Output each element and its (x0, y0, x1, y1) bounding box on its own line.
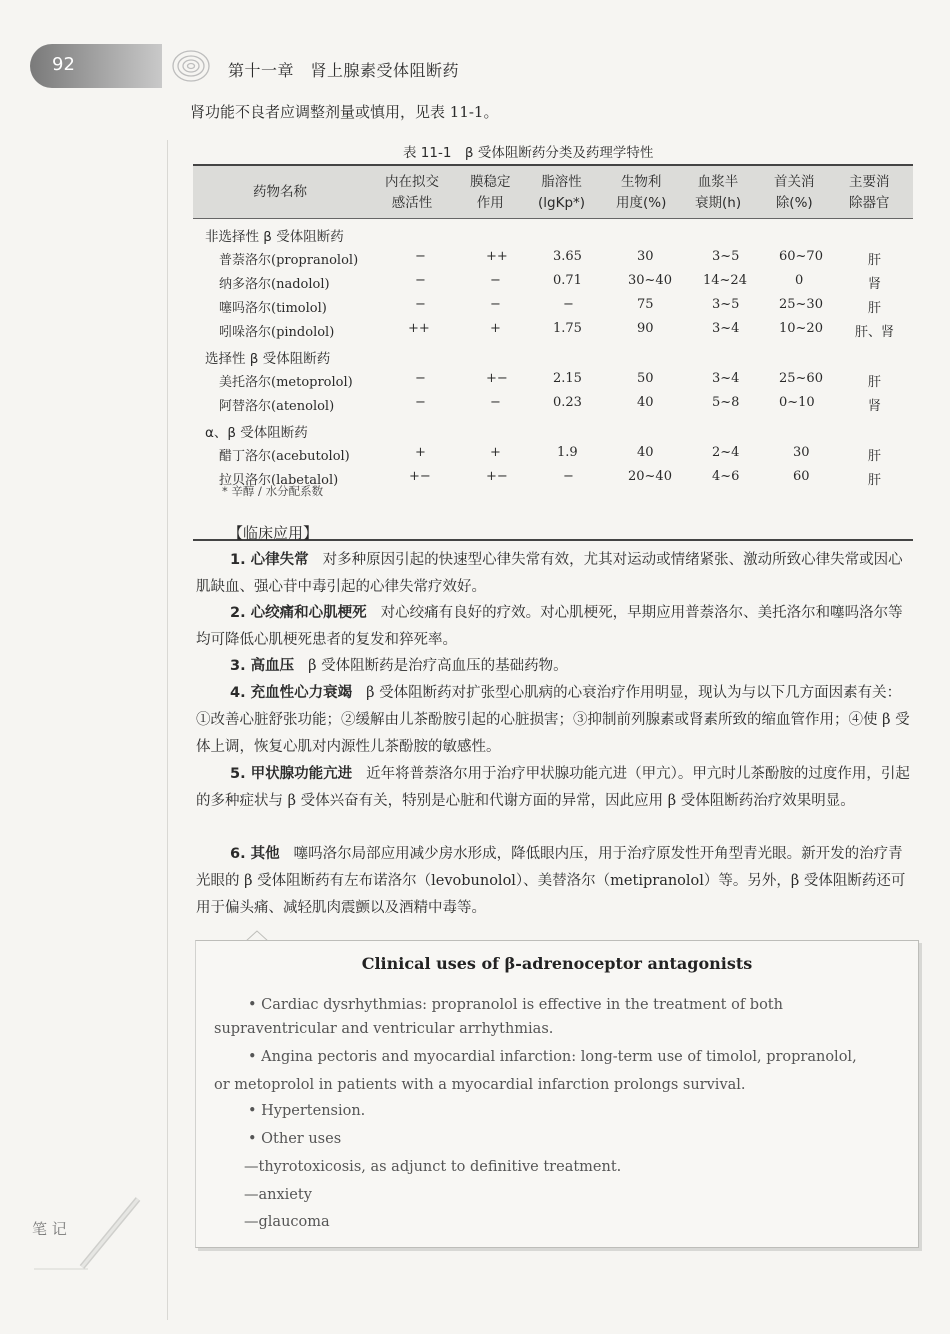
summary-line: or metoprolol in patients with a myocardial infarction prolongs survival. (214, 1077, 746, 1093)
summary-line: —anxiety (244, 1187, 312, 1203)
cell-isa: − (415, 371, 426, 386)
cell-membrane: − (490, 297, 501, 312)
header-isa: 内在拟交 感活性 (385, 174, 439, 211)
table-row (193, 371, 913, 395)
cell-lipid: − (563, 469, 574, 484)
cell-half-life: 2~4 (712, 445, 740, 460)
summary-line: • Angina pectoris and myocardial infarction: long-term use of timolol, propranolol, (248, 1049, 857, 1065)
cell-half-life: 3~5 (712, 297, 740, 312)
cell-elimination: 肝 (868, 473, 882, 488)
cell-drug: 美托洛尔(metoprolol) (219, 375, 353, 390)
paragraph-text: 对多种原因引起的快速型心律失常有效，尤其对运动或情绪紧张、激动所致心律失常或因心肌缺血、强心苷中毒引起的心律失常疗效好。 (196, 551, 903, 595)
page-number: 92 (52, 54, 75, 75)
cell-isa: +− (409, 469, 431, 484)
table-header (193, 164, 913, 219)
cell-half-life: 3~5 (712, 249, 740, 264)
cell-membrane: +− (486, 469, 508, 484)
cell-lipid: − (563, 297, 574, 312)
cell-elimination: 肝 (868, 449, 882, 464)
cell-first-pass: 60 (793, 469, 810, 484)
cell-drug: 吲哚洛尔(pindolol) (219, 325, 335, 340)
cell-first-pass: 0~10 (779, 395, 815, 410)
cell-lipid: 1.75 (553, 321, 582, 336)
cell-membrane: + (490, 445, 501, 460)
cell-membrane: − (490, 273, 501, 288)
group-label: α、β 受体阻断药 (205, 425, 308, 441)
cell-bioavailability: 30~40 (628, 273, 672, 288)
cell-half-life: 4~6 (712, 469, 740, 484)
cell-lipid: 1.9 (557, 445, 578, 460)
cell-drug: 拉贝洛尔(labetalol) (219, 473, 339, 488)
cell-membrane: − (490, 395, 501, 410)
cell-bioavailability: 40 (637, 395, 654, 410)
summary-line: —thyrotoxicosis, as adjunct to definitive treatment. (244, 1159, 622, 1175)
paragraph-title: 5. 甲状腺功能亢进 (230, 765, 353, 782)
header-elimination: 主要消 除器官 (849, 174, 890, 211)
cell-drug: 醋丁洛尔(acebutolol) (219, 449, 350, 464)
cell-bioavailability: 40 (637, 445, 654, 460)
clinical-paragraph (196, 761, 912, 815)
paragraph-text: 近年将普萘洛尔用于治疗甲状腺功能亢进（甲亢）。甲亢时儿茶酚胺的过度作用，引起的多种症状与 β 受体兴奋有关，特别是心脏和代谢方面的异常，因此应用 β 受体阻断药治疗效果明显。 (196, 765, 910, 809)
cell-half-life: 14~24 (703, 273, 747, 288)
cell-drug: 噻吗洛尔(timolol) (219, 301, 327, 316)
cell-elimination: 肾 (868, 399, 882, 414)
notes-label: 笔 记 (32, 1220, 67, 1238)
clinical-paragraph (196, 680, 912, 761)
table-row (193, 273, 913, 297)
summary-line: • Hypertension. (248, 1103, 366, 1119)
group-label: 选择性 β 受体阻断药 (205, 351, 331, 367)
cell-bioavailability: 75 (637, 297, 654, 312)
paragraph-title: 6. 其他 (230, 845, 280, 862)
cell-first-pass: 0 (795, 273, 804, 288)
table-footnote: * 辛醇 / 水分配系数 (222, 484, 324, 498)
cell-half-life: 3~4 (712, 321, 740, 336)
cell-drug: 普萘洛尔(propranolol) (219, 253, 359, 268)
cell-elimination: 肝 (868, 253, 882, 268)
paragraph-text: β 受体阻断药是治疗高血压的基础药物。 (308, 657, 568, 674)
table-row (193, 395, 913, 419)
cell-isa: − (415, 249, 426, 264)
paragraph-text: β 受体阻断药对扩张型心肌病的心衰治疗作用明显，现认为与以下几方面因素有关：①改善心脏舒张功能；②缓解由儿茶酚胺引起的心脏损害；③抑制前列腺素或肾素所致的缩血管作用；④使 β 受体上调，恢复心肌对内源性儿茶酚胺的敏感性。 (196, 684, 910, 755)
cell-first-pass: 60~70 (779, 249, 823, 264)
cell-membrane: + (490, 321, 501, 336)
table-row (193, 297, 913, 321)
cell-membrane: +− (486, 371, 508, 386)
paragraph-text: 噻吗洛尔局部应用减少房水形成，降低眼内压，用于治疗原发性开角型青光眼。新开发的治疗青光眼的 β 受体阻断药有左布诺洛尔（levobunolol）、美替洛尔（metipranolol）等。另外，β 受体阻断药还可用于偏头痛、减轻肌肉震颤以及酒精中毒等。 (196, 845, 906, 916)
summary-line: —glaucoma (244, 1214, 330, 1230)
cell-first-pass: 10~20 (779, 321, 823, 336)
clinical-paragraph (196, 653, 912, 680)
clinical-paragraph (196, 841, 912, 922)
summary-box (195, 940, 919, 1248)
section-heading: 【临床应用】 (228, 524, 319, 542)
header-drug-name: 药物名称 (253, 184, 307, 200)
paragraph-text: 对心绞痛有良好的疗效。对心肌梗死，早期应用普萘洛尔、美托洛尔和噻吗洛尔等均可降低心肌梗死患者的复发和猝死率。 (196, 604, 903, 648)
cell-bioavailability: 20~40 (628, 469, 672, 484)
cell-half-life: 3~4 (712, 371, 740, 386)
cell-elimination: 肝、肾 (855, 325, 895, 340)
cell-first-pass: 25~60 (779, 371, 823, 386)
cell-lipid: 0.71 (553, 273, 582, 288)
cell-elimination: 肾 (868, 277, 882, 292)
table-row (193, 321, 913, 345)
group-label: 非选择性 β 受体阻断药 (205, 229, 344, 245)
cell-isa: + (415, 445, 426, 460)
cell-elimination: 肝 (868, 375, 882, 390)
cell-lipid: 3.65 (553, 249, 582, 264)
paragraph-title: 3. 高血压 (230, 657, 295, 674)
intro-text: 肾功能不良者应调整剂量或慎用，见表 11-1。 (190, 103, 499, 121)
swirl-ornament-icon (168, 44, 214, 88)
paragraph-title: 2. 心绞痛和心肌梗死 (230, 604, 367, 621)
cell-bioavailability: 30 (637, 249, 654, 264)
cell-drug: 纳多洛尔(nadolol) (219, 277, 330, 292)
clinical-paragraph (196, 600, 912, 654)
header-half-life: 血浆半 衰期(h) (695, 174, 742, 211)
summary-line: supraventricular and ventricular arrhythmias. (214, 1021, 554, 1037)
page-number-badge (30, 44, 162, 88)
header-bioavailability: 生物利 用度(%) (616, 174, 667, 211)
cell-isa: ++ (408, 321, 430, 336)
summary-line: • Other uses (248, 1131, 342, 1147)
header-membrane: 膜稳定 作用 (470, 174, 511, 211)
cell-first-pass: 30 (793, 445, 810, 460)
summary-line: • Cardiac dysrhythmias: propranolol is effective in the treatment of both (248, 997, 783, 1013)
header-first-pass: 首关消 除(%) (774, 174, 815, 211)
summary-title: Clinical uses of β-adrenoceptor antagonists (361, 954, 753, 973)
cell-isa: − (415, 297, 426, 312)
gutter-line (167, 140, 168, 1320)
table-row (193, 445, 913, 469)
cell-elimination: 肝 (868, 301, 882, 316)
cell-lipid: 0.23 (553, 395, 582, 410)
cell-bioavailability: 50 (637, 371, 654, 386)
cell-drug: 阿替洛尔(atenolol) (219, 399, 335, 414)
paragraph-title: 4. 充血性心力衰竭 (230, 684, 353, 701)
cell-half-life: 5~8 (712, 395, 740, 410)
table-row (193, 249, 913, 273)
cell-lipid: 2.15 (553, 371, 582, 386)
cell-bioavailability: 90 (637, 321, 654, 336)
cell-first-pass: 25~30 (779, 297, 823, 312)
paragraph-title: 1. 心律失常 (230, 551, 309, 568)
cell-isa: − (415, 273, 426, 288)
table-caption: 表 11-1 β 受体阻断药分类及药理学特性 (403, 145, 654, 161)
cell-isa: − (415, 395, 426, 410)
clinical-paragraph (196, 547, 912, 601)
cell-membrane: ++ (486, 249, 508, 264)
chapter-title: 第十一章 肾上腺素受体阻断药 (228, 61, 460, 80)
header-lipid: 脂溶性 (lgKp*) (538, 174, 586, 211)
